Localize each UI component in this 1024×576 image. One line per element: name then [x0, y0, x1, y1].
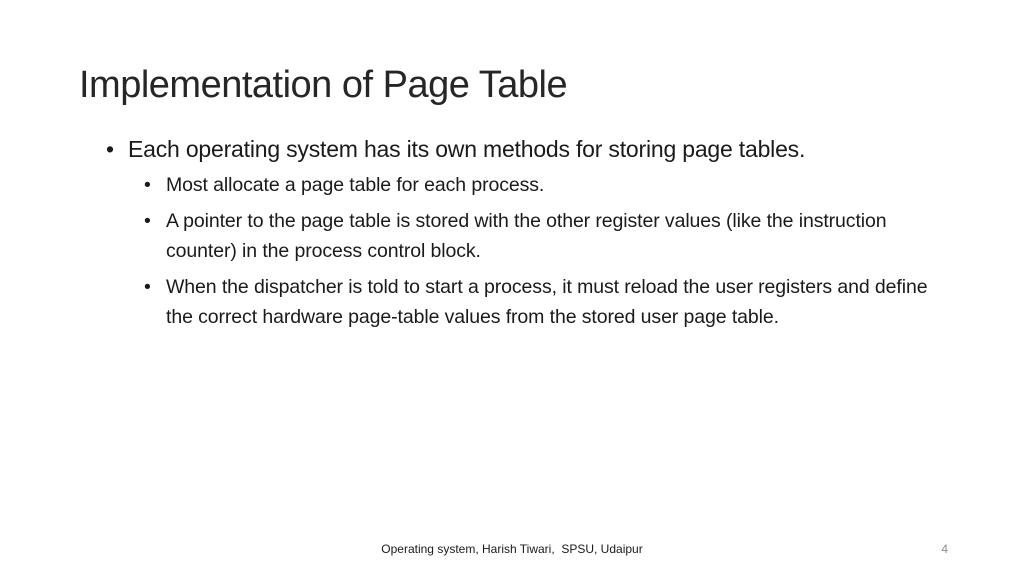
sub-bullet-item: [144, 170, 956, 200]
sub-bullet-list: [106, 170, 966, 332]
sub-bullet-item: [144, 272, 956, 332]
slide-content: [106, 133, 966, 338]
bullet-dot-icon: •: [144, 210, 151, 232]
slide-footer: Operating system, Harish Tiwari, SPSU, Udaipur: [381, 542, 643, 556]
bullet-dot-icon: •: [144, 276, 151, 298]
bullet-dot-icon: •: [144, 174, 151, 196]
sub-bullet-text: A pointer to the page table is stored with the other register values (like the instruction counter) in the process control block.: [166, 210, 887, 262]
page-number: 4: [941, 542, 948, 556]
sub-bullet-text: Most allocate a page table for each process.: [166, 174, 545, 196]
sub-bullet-text: When the dispatcher is told to start a process, it must reload the user registers and define the correct hardware page-table values from the stored user page table.: [166, 276, 928, 328]
bullet-dot-icon: •: [106, 136, 114, 162]
sub-bullet-item: [144, 206, 956, 266]
bullet-text: Each operating system has its own methods for storing page tables.: [128, 136, 806, 162]
slide-title: Implementation of Page Table: [79, 64, 568, 106]
bullet-item: [106, 133, 966, 165]
